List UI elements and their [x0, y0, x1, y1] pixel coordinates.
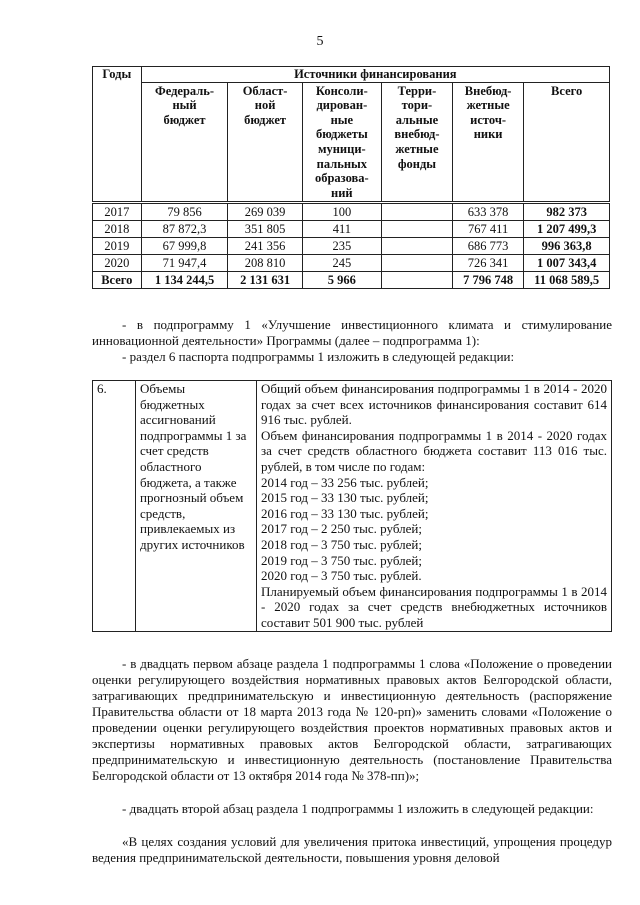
cell-extra: 767 411	[452, 221, 523, 238]
total-cell-year: Всего	[93, 272, 142, 289]
paragraph-amendment-21: - в двадцать первом абзаце раздела 1 подпрограммы 1 слова «Положение о проведении оценки регулирующего воздействия нормативных правовых актов Белгородской области, затрагивающих предпринимательскую и инвестиционную деятельность (распоряжение Правительства области от 18 марта 2013 года № 120-рп)» заменить словами «Положение о проведении оценки регулирующего воздействия проектов нормативных правовых актов и экспертизы нормативных правовых актов Белгородской области, затрагивающих предпринимательскую и инвестиционную деятельность (постановление Правительства Белгородской области от 13 октября 2014 года № 378-пп)»;	[92, 656, 612, 783]
paragraph-quote: «В целях создания условий для увеличения притока инвестиций, упрощения процедур ведения предпринимательской деятельности, повышения уровня деловой	[92, 834, 612, 865]
cell-total: 1 207 499,3	[524, 221, 610, 238]
paragraph-amendment-22: - двадцать второй абзац раздела 1 подпрограммы 1 изложить в следующей редакции:	[122, 801, 594, 816]
cell-extra: 686 773	[452, 238, 523, 255]
cell-territorial	[381, 238, 452, 255]
table-row	[93, 221, 610, 238]
cell-territorial	[381, 221, 452, 238]
passport-line: 2016 год – 33 130 тыс. рублей;	[261, 505, 429, 521]
total-cell-total: 11 068 589,5	[524, 272, 610, 289]
passport-line: 2014 год – 33 256 тыс. рублей;	[261, 474, 429, 490]
passport-line: Объем финансирования подпрограммы 1 в 2014 - 2020 годах за счет средств областного бюджета составит 113 016 тыс. рублей, в том числе по годам:	[261, 427, 607, 474]
passport-line: 2020 год – 3 750 тыс. рублей.	[261, 568, 422, 584]
cell-territorial	[381, 255, 452, 272]
passport-line: 2018 год – 3 750 тыс. рублей;	[261, 536, 422, 552]
header-years: Годы	[93, 67, 142, 203]
cell-extra: 726 341	[452, 255, 523, 272]
cell-municipal: 245	[302, 255, 381, 272]
page-number: 5	[316, 34, 324, 49]
header-sources: Источники финансирования	[141, 67, 609, 83]
passport-row-label: Объемы бюджетных ассигнований подпрограммы 1 за счет средств областного бюджета, а также прогнозный объем средств, привлекаемых из других источников	[136, 381, 257, 632]
cell-extra: 633 378	[452, 203, 523, 221]
cell-year: 2020	[93, 255, 142, 272]
total-cell-regional: 2 131 631	[228, 272, 302, 289]
header-col-2: Област- ной бюджет	[228, 82, 302, 203]
funding-table	[92, 66, 610, 289]
cell-municipal: 100	[302, 203, 381, 221]
passport-line: Общий объем финансирования подпрограммы 1 в 2014 - 2020 годах за счет всех источников финансирования составит 614 916 тыс. рублей.	[261, 381, 607, 428]
cell-total: 982 373	[524, 203, 610, 221]
header-col-6: Всего	[524, 82, 610, 203]
cell-total: 1 007 343,4	[524, 255, 610, 272]
cell-regional: 208 810	[228, 255, 302, 272]
header-col-1: Федераль- ный бюджет	[141, 82, 228, 203]
passport-line: Планируемый объем финансирования подпрограммы 1 в 2014 - 2020 годах за счет средств внебюджетных источников составит 501 900 тыс. рублей	[261, 583, 607, 630]
table-row	[93, 238, 610, 255]
table-row	[93, 255, 610, 272]
total-cell-territorial	[381, 272, 452, 289]
passport-line: 2015 год – 33 130 тыс. рублей;	[261, 490, 429, 506]
paragraph-section-6: - раздел 6 паспорта подпрограммы 1 изложить в следующей редакции:	[122, 349, 515, 364]
cell-territorial	[381, 203, 452, 221]
header-subcolumns	[93, 82, 610, 203]
total-cell-federal: 1 134 244,5	[141, 272, 228, 289]
table-row	[93, 203, 610, 221]
cell-regional: 241 356	[228, 238, 302, 255]
cell-federal: 67 999,8	[141, 238, 228, 255]
header-col-4: Терри- тори- альные внебюд- жетные фонды	[381, 82, 452, 203]
total-cell-extra: 7 796 748	[452, 272, 523, 289]
table-row-total	[93, 272, 610, 289]
passport-line: 2019 год – 3 750 тыс. рублей;	[261, 552, 422, 568]
cell-year: 2017	[93, 203, 142, 221]
passport-row-content	[257, 381, 612, 632]
paragraph-subprogram-1: - в подпрограмму 1 «Улучшение инвестиционного климата и стимулирование инновационной деятельности» Программы (далее – подпрограмма 1):	[92, 317, 612, 348]
cell-regional: 269 039	[228, 203, 302, 221]
header-col-5: Внебюд- жетные источ- ники	[452, 82, 523, 203]
passport-row-number: 6.	[93, 381, 136, 632]
cell-federal: 87 872,3	[141, 221, 228, 238]
cell-federal: 79 856	[141, 203, 228, 221]
cell-total: 996 363,8	[524, 238, 610, 255]
cell-year: 2019	[93, 238, 142, 255]
cell-year: 2018	[93, 221, 142, 238]
cell-federal: 71 947,4	[141, 255, 228, 272]
passport-line: 2017 год – 2 250 тыс. рублей;	[261, 521, 422, 537]
total-cell-municipal: 5 966	[302, 272, 381, 289]
header-col-3: Консоли- дирован- ные бюджеты муници- пальных образова- ний	[302, 82, 381, 203]
cell-municipal: 411	[302, 221, 381, 238]
cell-regional: 351 805	[228, 221, 302, 238]
passport-table	[92, 380, 612, 632]
cell-municipal: 235	[302, 238, 381, 255]
